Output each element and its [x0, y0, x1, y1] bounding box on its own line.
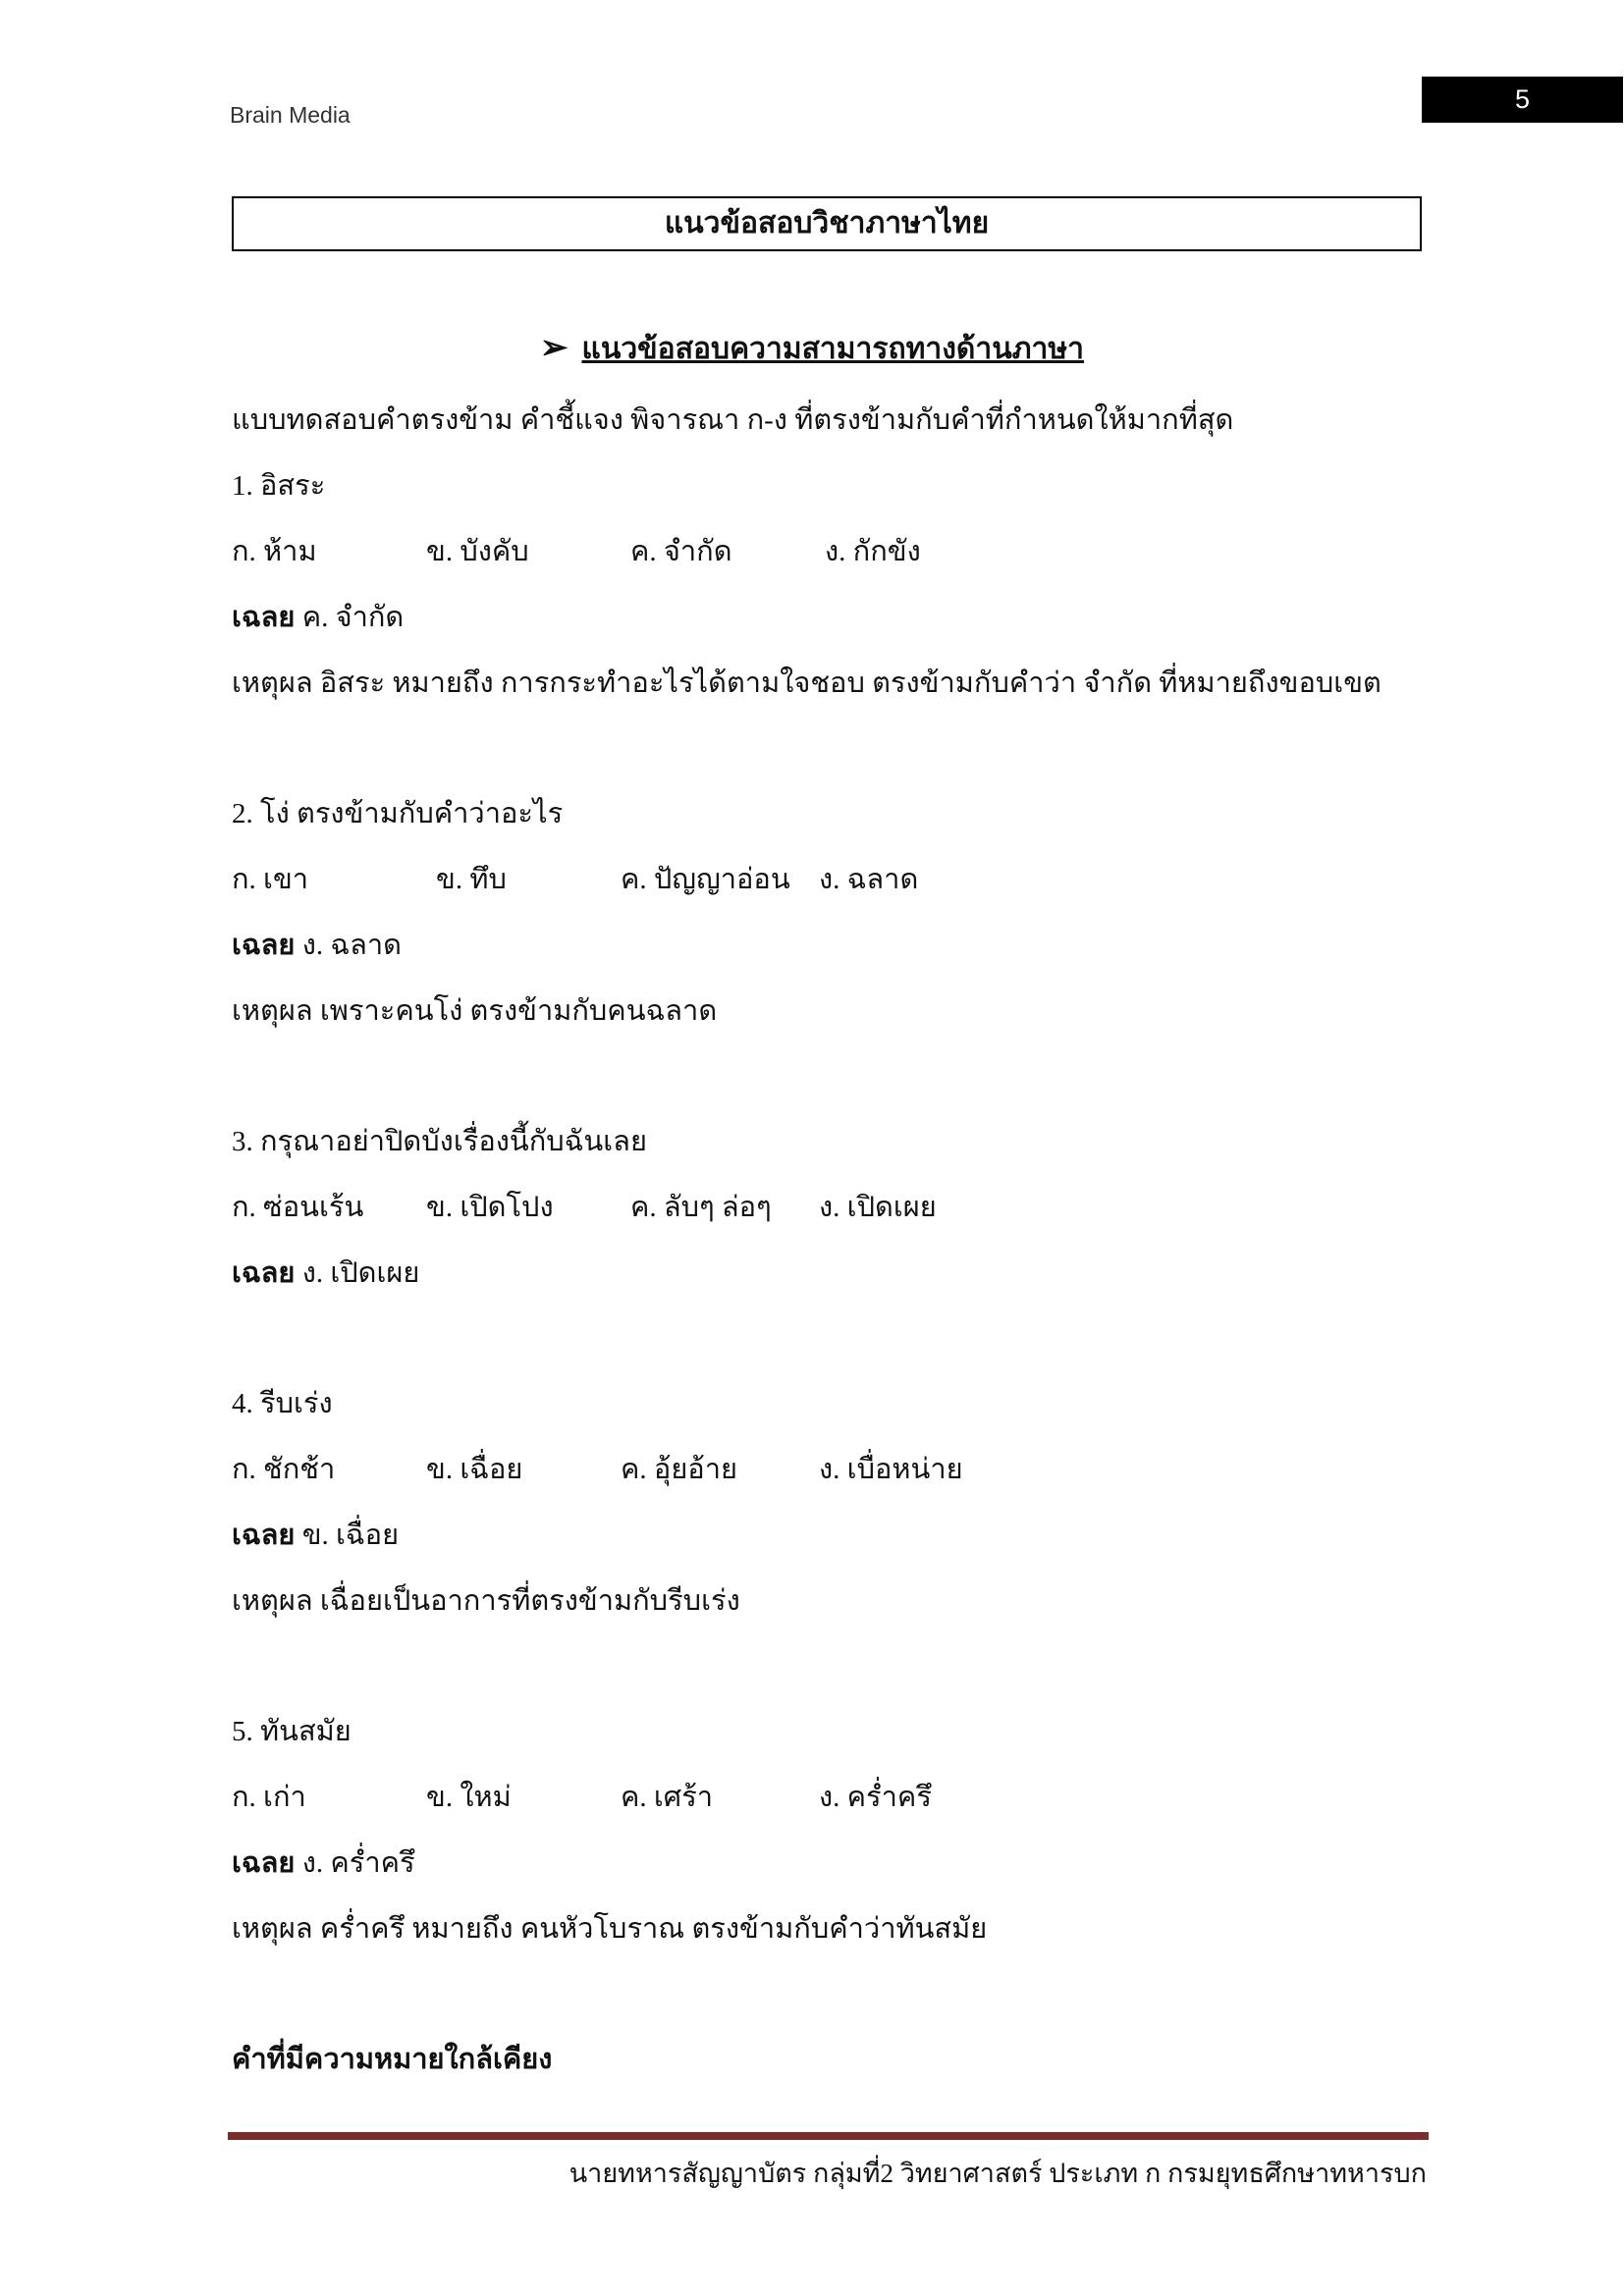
option: ค. เศร้า [621, 1782, 714, 1813]
option: ค. อุ้ยอ้าย [621, 1454, 738, 1485]
question-2: 2. โง่ ตรงข้ามกับคำว่าอะไร [232, 798, 564, 829]
option: ง. เบื่อหน่าย [819, 1454, 963, 1485]
answer-label: เฉลย [232, 1257, 296, 1289]
question-1: 1. อิสระ [232, 470, 326, 502]
answer-4 [232, 1512, 399, 1557]
option: ค. จำกัด [630, 536, 732, 567]
reason-5: เหตุผล คร่ำครึ หมายถึง คนหัวโบราณ ตรงข้ามกับคำว่าทันสมัย [232, 1913, 988, 1945]
option: ง. เปิดเผย [819, 1192, 937, 1223]
option: ง. ฉลาด [819, 864, 919, 895]
instruction: แบบทดสอบคำตรงข้าม คำชี้แจง พิจารณา ก-ง ที่ตรงข้ามกับคำที่กำหนดให้มากที่สุด [232, 404, 1234, 436]
answer-label: เฉลย [232, 1520, 296, 1551]
answer-label: เฉลย [232, 602, 296, 633]
option: ง. คร่ำครึ [819, 1782, 932, 1813]
option: ค. ลับๆ ล่อๆ [630, 1192, 772, 1223]
options-row-4 [0, 1446, 1624, 1485]
answer-value: ค. จำกัด [301, 602, 405, 633]
footer-text: นายทหารสัญญาบัตร กลุ่มที่2 วิทยาศาสตร์ ประเภท ก กรมยุทธศึกษาทหารบก [568, 2159, 1427, 2188]
options-row-3 [0, 1184, 1624, 1223]
page-title: แนวข้อสอบวิชาภาษาไทย [232, 196, 1422, 251]
option: ข. ทึบ [436, 864, 507, 895]
options-row-1 [0, 528, 1624, 567]
arrow-bullet-icon: ➢ [539, 330, 568, 366]
option: ข. เปิดโปง [426, 1192, 554, 1223]
answer-3 [232, 1250, 419, 1295]
answer-value: ง. เปิดเผย [301, 1257, 420, 1289]
answer-2 [232, 922, 402, 967]
answer-label: เฉลย [232, 930, 296, 961]
question-5: 5. ทันสมัย [232, 1716, 352, 1747]
answer-value: ง. คร่ำครึ [301, 1847, 415, 1879]
option: ค. ปัญญาอ่อน [621, 864, 790, 895]
question-3: 3. กรุณาอย่าปิดบังเรื่องนี้กับฉันเลย [232, 1126, 647, 1157]
answer-1 [232, 594, 404, 639]
option: ก. ห้าม [232, 536, 317, 567]
option: ก. เก่า [232, 1782, 306, 1813]
option: ง. กักขัง [825, 536, 921, 567]
option: ก. ชักช้า [232, 1454, 336, 1485]
option: ข. ใหม่ [426, 1782, 512, 1813]
reason-1: เหตุผล อิสระ หมายถึง การกระทำอะไรได้ตามใจชอบ ตรงข้ามกับคำว่า จำกัด ที่หมายถึงขอบเขต [232, 667, 1381, 699]
section-heading [0, 326, 1624, 372]
section-heading-text: แนวข้อสอบความสามารถทางด้านภาษา [581, 333, 1085, 365]
option: ก. เขา [232, 864, 309, 895]
question-4: 4. รีบเร่ง [232, 1388, 333, 1419]
footer-divider [228, 2132, 1429, 2140]
option: ข. เฉื่อย [426, 1454, 523, 1485]
option: ข. บังคับ [426, 536, 529, 567]
option: ก. ซ่อนเร้น [232, 1192, 364, 1223]
answer-label: เฉลย [232, 1847, 296, 1879]
answer-value: ข. เฉื่อย [301, 1520, 400, 1551]
brand-name: Brain Media [230, 102, 351, 128]
page-number: 5 [1422, 77, 1623, 123]
answer-5 [232, 1840, 415, 1885]
options-row-2 [0, 856, 1624, 895]
next-section-heading: คำที่มีความหมายใกล้เคียง [232, 2044, 553, 2075]
reason-4: เหตุผล เฉื่อยเป็นอาการที่ตรงข้ามกับรีบเร่ง [232, 1585, 740, 1617]
options-row-5 [0, 1774, 1624, 1813]
answer-value: ง. ฉลาด [301, 930, 402, 961]
reason-2: เหตุผล เพราะคนโง่ ตรงข้ามกับคนฉลาด [232, 995, 718, 1027]
